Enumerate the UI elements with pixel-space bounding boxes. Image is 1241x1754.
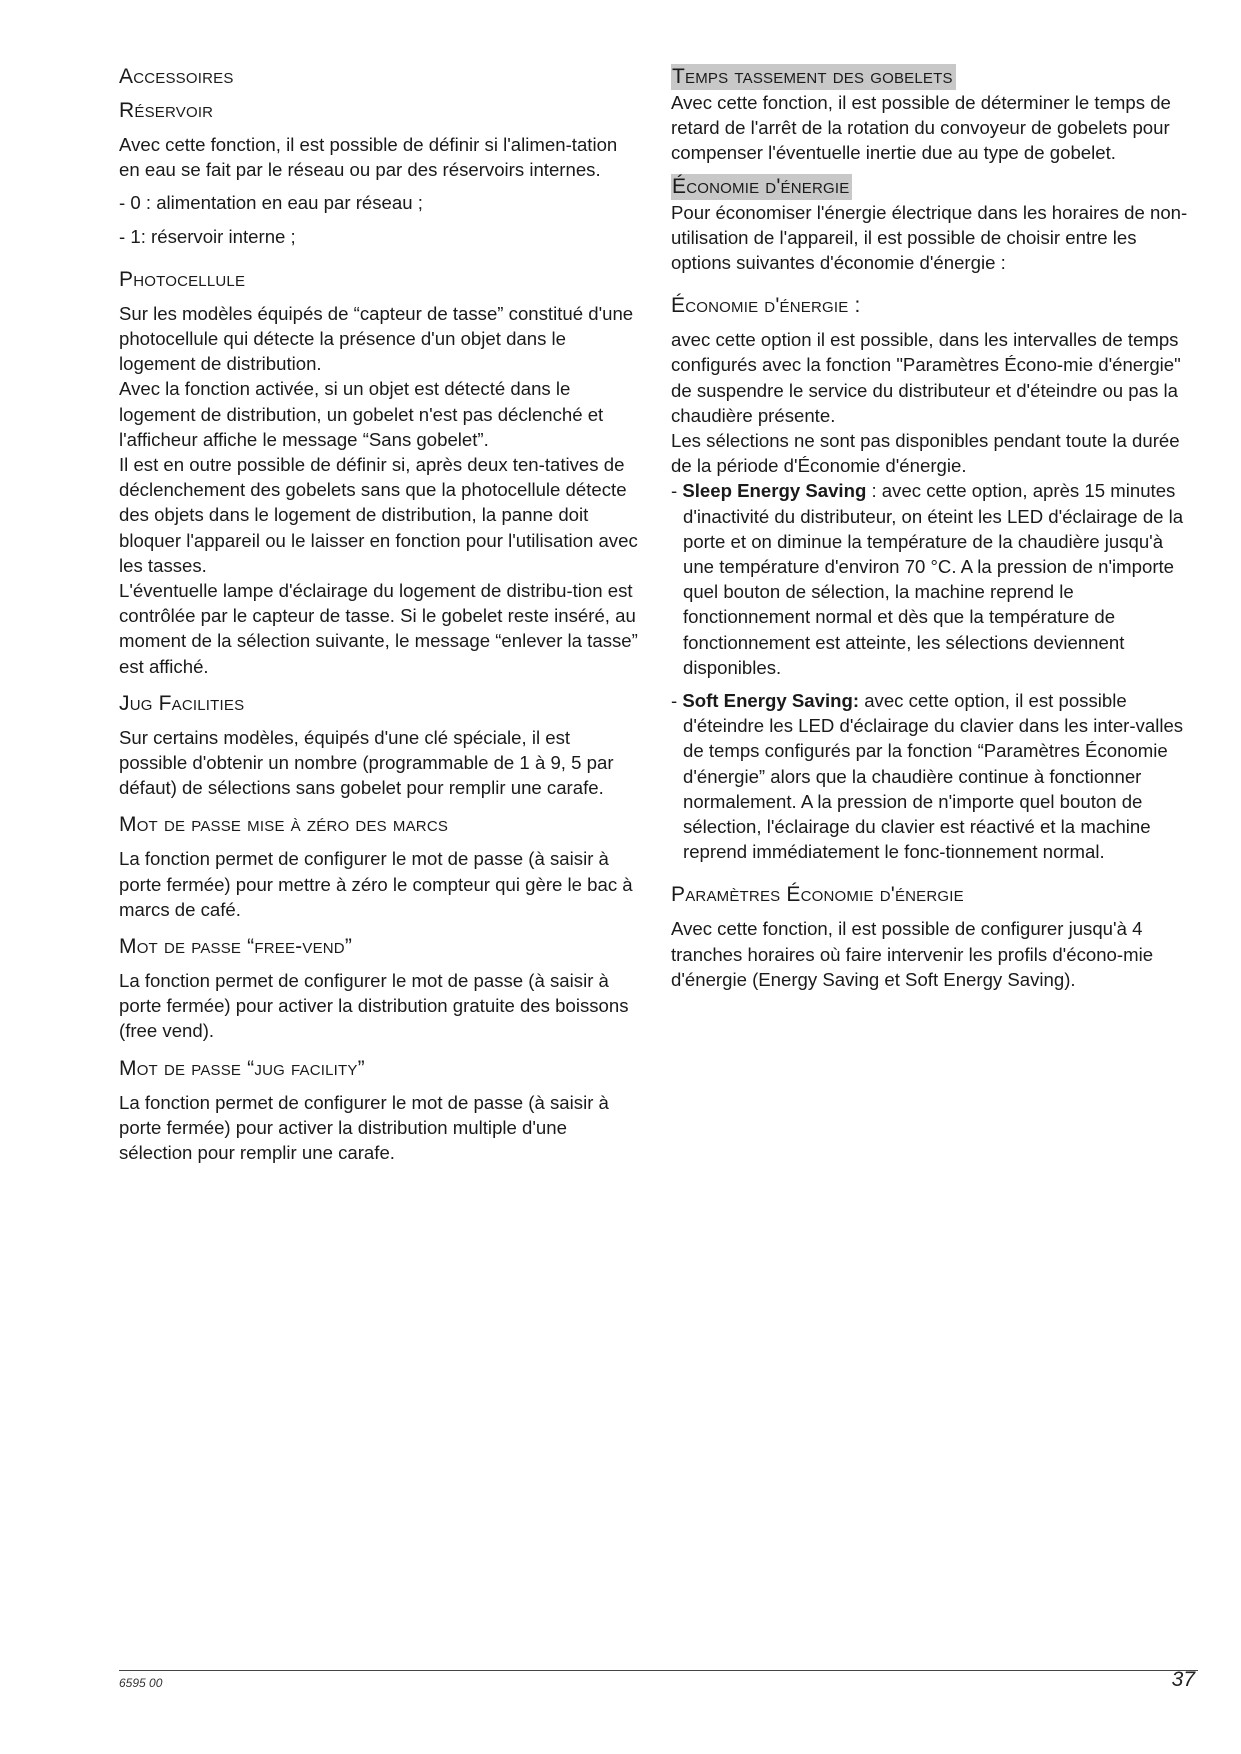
heading-economie-energie: Économie d'énergie xyxy=(671,174,852,200)
economie-energie-body: Pour économiser l'énergie électrique dans les horaires de non-utilisation de l'appareil, il est possible de choisir entre les options suivantes d'économie d'énergie : xyxy=(671,201,1188,274)
heading-mdp-marcs: Mot de passe mise à zéro des marcs xyxy=(119,813,449,837)
temps-tassement-body: Avec cette fonction, il est possible de déterminer le temps de retard de l'arrêt de la rotation du convoyeur de gobelets pour compenser l'éventuelle inertie due au type de gobelet. xyxy=(671,92,1171,164)
photocellule-body: Sur les modèles équipés de “capteur de tasse” constitué d'une photocellule qui détecte la présence d'un objet dans le logement de distribution. Avec la fonction activée, si un objet est détecté dans le logement de distribution, un gobelet n'est pas déclenché et l'afficheur affiche le message “Sans gobelet”. Il est en outre possible de définir si, après deux ten-tatives de déclenchement des gobelets sans que la photocellule détecte des objets dans le logement de distribution, la panne doit bloquer l'appareil ou le laisser en fonction pour l'utilisation avec les tasses. L'éventuelle lampe d'éclairage du logement de distribu-tion est contrôlée par le capteur de tasse. Si le gobelet reste inséré, au moment de la sélection suivante, le message “enlever la tasse” est affiché. xyxy=(119,302,638,677)
document-code: 6595 00 xyxy=(119,1676,163,1690)
sleep-energy-saving-label: Sleep Energy Saving xyxy=(682,480,867,502)
heading-economie-energie-option: Économie d'énergie : xyxy=(671,294,861,318)
reservoir-option-0: - 0 : alimentation en eau par réseau ; xyxy=(119,192,423,214)
heading-reservoir: Réservoir xyxy=(119,99,214,122)
heading-accessoires: Accessoires xyxy=(119,65,234,88)
heading-temps-tassement: Temps tassement des gobelets xyxy=(671,64,956,90)
left-column xyxy=(119,64,639,1165)
heading-mdp-free-vend: Mot de passe “free-vend” xyxy=(119,935,353,959)
mdp-jug-facility-body: La fonction permet de configurer le mot de passe (à saisir à porte fermée) pour activer la distribution multiple d'une sélection pour remplir une carafe. xyxy=(119,1091,609,1164)
soft-energy-saving-label: Soft Energy Saving: xyxy=(682,690,860,712)
heading-photocellule: Photocellule xyxy=(119,267,246,291)
footer-divider xyxy=(119,1670,1198,1671)
mdp-free-vend-body: La fonction permet de configurer le mot de passe (à saisir à porte fermée) pour activer la distribution gratuite des boissons (free vend). xyxy=(119,970,629,1042)
reservoir-body: Avec cette fonction, il est possible de définir si l'alimen-tation en eau se fait par le réseau ou par des réservoirs internes. xyxy=(119,134,618,181)
sleep-energy-saving-item: - Sleep Energy Saving : avec cette option, après 15 minutes d'inactivité du distributeur, on éteint les LED d'éclairage de la porte et on diminue la température de la chaudière jusqu'à une température d'environ 70 °C. A la pression de n'importe quel bouton de sélection, la machine reprend le fonctionnement normal et dès que la température de fonctionnement est atteinte, les sélections deviennent disponibles. xyxy=(671,480,1184,678)
heading-jug-facilities: Jug Facilities xyxy=(119,691,245,715)
heading-parametres-economie: Paramètres Économie d'énergie xyxy=(671,883,964,907)
mdp-marcs-body: La fonction permet de configurer le mot de passe (à saisir à porte fermée) pour mettre à zéro le compteur qui gère le bac à marcs de café. xyxy=(119,848,633,920)
right-column xyxy=(671,64,1197,992)
heading-mdp-jug-facility: Mot de passe “jug facility” xyxy=(119,1056,365,1080)
soft-energy-saving-text: avec cette option, il est possible d'éteindre les LED d'éclairage du clavier dans les inter-valles de temps configurés par la fonction “Paramètres Économie d'énergie” alors que la chaudière continue à fonctionner normalement. A la pression de n'importe quel bouton de sélection, l'éclairage du clavier est réactivé et la machine reprend immédiatement le fonc-tionnement normal. xyxy=(683,690,1184,863)
soft-energy-saving-item: - Soft Energy Saving: avec cette option, il est possible d'éteindre les LED d'éclairage du clavier dans les inter-valles de temps configurés par la fonction “Paramètres Économie d'énergie” alors que la chaudière continue à fonctionner normalement. A la pression de n'importe quel bouton de sélection, l'éclairage du clavier est réactivé et la machine reprend immédiatement le fonc-tionnement normal. xyxy=(671,690,1184,863)
page-number: 37 xyxy=(1171,1668,1195,1691)
sleep-energy-saving-text: : avec cette option, après 15 minutes d'inactivité du distributeur, on éteint les LED d'éclairage de la porte et on diminue la température de la chaudière jusqu'à une température d'environ 70 °C. A la pression de n'importe quel bouton de sélection, la machine reprend le fonctionnement normal et dès que la température de fonctionnement est atteinte, les sélections deviennent disponibles. xyxy=(683,480,1184,678)
jug-facilities-body: Sur certains modèles, équipés d'une clé spéciale, il est possible d'obtenir un nombre (programmable de 1 à 9, 5 par défaut) de sélections sans gobelet pour remplir une carafe. xyxy=(119,726,614,799)
reservoir-option-1: - 1: réservoir interne ; xyxy=(119,225,296,247)
economie-energie-option-body: avec cette option il est possible, dans les intervalles de temps configurés avec la fonction "Paramètres Écono-mie d'énergie" de suspendre le service du distributeur et d'éteindre ou pas la chaudière présente. Les sélections ne sont pas disponibles pendant toute la durée de la période d'Économie d'énergie. xyxy=(671,329,1181,477)
parametres-economie-body: Avec cette fonction, il est possible de configurer jusqu'à 4 tranches horaires où faire intervenir les profils d'écono-mie d'énergie (Energy Saving et Soft Energy Saving). xyxy=(671,918,1154,990)
